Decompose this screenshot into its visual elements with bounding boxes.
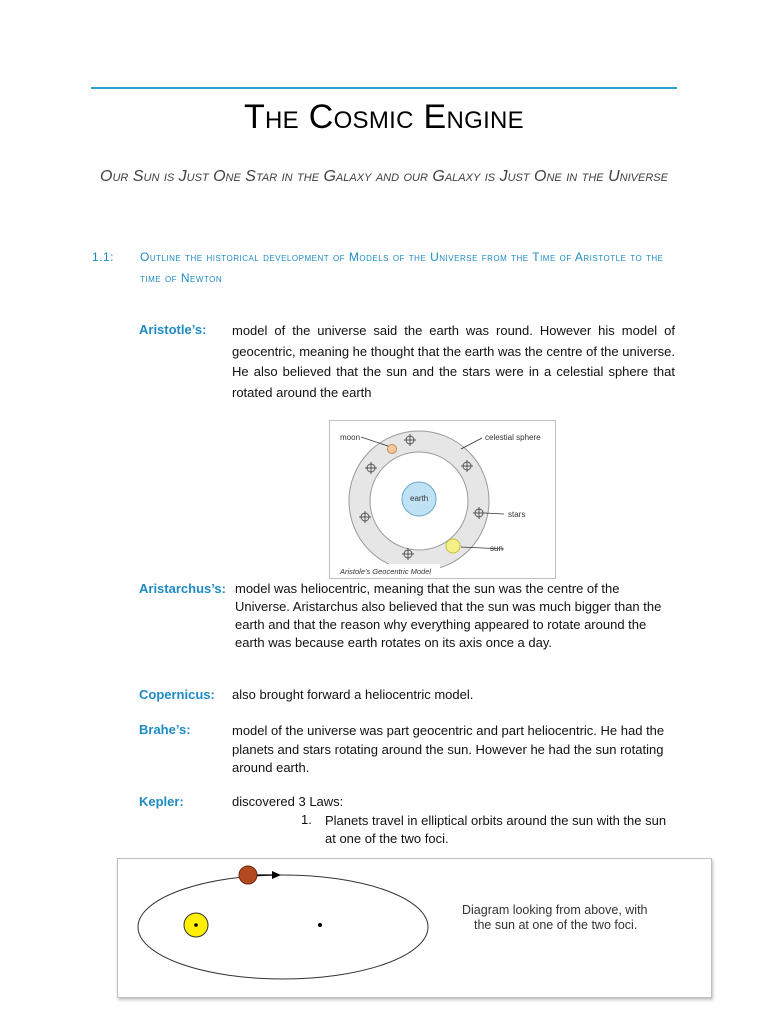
- label-moon: moon: [340, 433, 361, 442]
- orbit-ellipse: [138, 875, 428, 979]
- moon-circle: [388, 445, 397, 454]
- term-aristotle: Aristotle’s:: [139, 322, 207, 337]
- label-celestial-sphere: celestial sphere: [485, 433, 541, 442]
- text-aristotle: model of the universe said the earth was round. However his model of geocentric, meaning he thought that the earth was the centre of the universe. He also believed that the sun and the stars were in a celestial sphere that rotated around the earth: [232, 323, 676, 400]
- term-copernicus: Copernicus:: [139, 687, 215, 702]
- orbit-caption-line2: the sun at one of the two foci.: [474, 918, 638, 932]
- sun-focus-dot: [194, 923, 198, 927]
- figure-geocentric-model: [329, 420, 556, 579]
- text-kepler: discovered 3 Laws:: [232, 794, 344, 809]
- page-title: The Cosmic Engine: [243, 98, 524, 136]
- term-kepler: Kepler:: [139, 794, 184, 809]
- text-brahe: model of the universe was part geocentric and part heliocentric. He had the planets and stars rotating around the sun. However he had the sun rotating around earth.: [232, 723, 665, 775]
- text-copernicus: also brought forward a heliocentric model.: [232, 687, 474, 702]
- orbit-caption-line1: Diagram looking from above, with: [462, 903, 648, 917]
- orbit-diagram: [118, 859, 711, 997]
- text-aristarchus: model was heliocentric, meaning that the sun was the centre of the Universe. Aristarchus also believed that the sun was much bigger than the earth and that the reason why everything appeared to rotate around the earth was because earth rotates on its axis once a day.: [235, 581, 662, 650]
- label-stars: stars: [508, 510, 526, 519]
- label-sun: sun: [490, 544, 503, 553]
- page-subtitle: Our Sun is Just One Star in the Galaxy and our Galaxy is Just One in the Universe: [100, 168, 668, 185]
- planet-icon: [239, 866, 257, 884]
- kepler-law-text: Planets travel in elliptical orbits around the sun with the sun at one of the two foci.: [325, 813, 667, 846]
- figure-caption: Aristole's Geocentric Model: [340, 567, 432, 576]
- term-aristarchus: Aristarchus’s:: [139, 581, 226, 596]
- geocentric-diagram: [330, 421, 555, 578]
- section-text: Outline the historical development of Models of the Universe from the Time of Aristotle to the time of Newton: [140, 250, 664, 285]
- sun-circle: [446, 539, 460, 553]
- section-number: 1.1:: [92, 250, 115, 264]
- empty-focus-dot: [318, 923, 322, 927]
- figure-elliptical-orbit: [117, 858, 712, 998]
- kepler-law-number: 1.: [301, 812, 312, 827]
- term-brahe: Brahe’s:: [139, 722, 191, 737]
- label-earth: earth: [410, 494, 429, 503]
- top-rule: [91, 87, 677, 89]
- orbit-direction-arrow-icon: [272, 871, 281, 879]
